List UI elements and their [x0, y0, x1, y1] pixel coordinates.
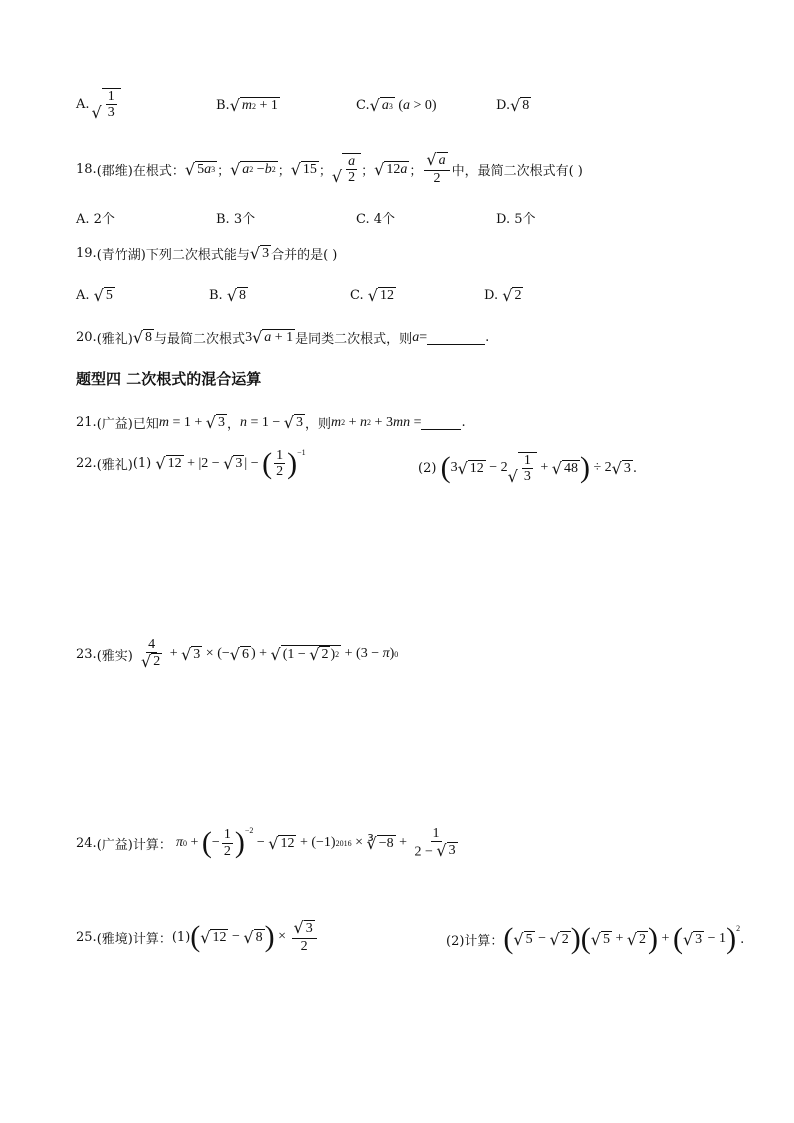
- sqrt-expression: √ a 2 − b 2: [230, 159, 276, 179]
- question-20: 20. (雅礼) √ 8 与最简二次根式 3 √ a + 1 是同类二次根式，则 a = .: [76, 328, 490, 347]
- question-18: 18. (郡维) 在根式： √ 5 a 3 ； √ a 2 − b 2 ； √ 15 ； √ $\frac{a}{2}$ ； √ 12 a ； √ a 2 中，最简二次根式有( ): [76, 150, 583, 187]
- section-heading: 题型四 二次根式的混合运算: [76, 370, 262, 388]
- sqrt-expression: √ a 3: [369, 96, 393, 115]
- question-22-part2: (2) ( 3 √ 12 − 2 √ $\frac{1}{3}$ + √ 48 ) ÷ 2 √ 3 .: [418, 451, 638, 486]
- q17-option-b: B. √ m 2 + 1: [216, 96, 278, 115]
- fraction: √ a 2: [424, 152, 449, 186]
- sqrt-expression: √ 15: [290, 159, 317, 179]
- answer-blank[interactable]: [427, 330, 485, 345]
- q17-option-d: D. √ 8: [496, 96, 530, 115]
- sqrt-expression: √ $\frac{a}{2}$: [332, 153, 361, 186]
- sqrt-expression: √ a + 1: [252, 328, 294, 347]
- q19-option-d: D. √ 2: [484, 286, 522, 305]
- sqrt-expression: √ 3: [249, 244, 270, 263]
- q18-option-c: C. 4个: [356, 212, 396, 227]
- question-25-part2: (2)计算： ( √ 5 − √ 2 ) ( √ 5 + √ 2 ) + ( √ 3 − 1 ) 2 .: [446, 922, 745, 955]
- question-25: 25. (雅境) 计算： (1) ( √ 12 − √ 8 ) × √ 3 2: [76, 920, 319, 954]
- question-text-suffix: 中，最简二次根式有( ): [451, 163, 583, 179]
- q19-option-b: B. √ 8: [209, 286, 247, 305]
- sqrt-expression: √ 5 a 3: [184, 159, 216, 179]
- question-source: (郡维): [96, 163, 133, 179]
- question-23: 23. (雅实) 4 √ 2 + √ 3 × (− √ 6 ) + √ (1 − √ 2 ) 2 + (3 − π ) 0: [76, 637, 399, 671]
- sqrt-expression: √ 12 a: [374, 159, 408, 179]
- question-text: 在根式：: [132, 163, 185, 179]
- question-number: 18.: [76, 161, 97, 177]
- question-19: 19. (青竹湖) 下列二次根式能与 √ 3 合并的是( ): [76, 244, 338, 263]
- question-24: 24. (广益) 计算： π 0 + ( − $\frac{1}{2}$ ) −2 − √ 12 + (−1) 2016 × ∛ −8 + 1 2 − √ 3: [76, 826, 456, 860]
- q18-option-a: A. 2个: [76, 212, 115, 227]
- question-21: 21. (广益) 已知 m = 1 + √ 3 ， n = 1 − √ 3 ，则 m 2 + n 2 + 3 mn = .: [76, 413, 466, 432]
- q19-option-a: A. √ 5: [76, 286, 113, 305]
- sqrt-expression: √ $\frac{1}{3}$: [92, 88, 121, 121]
- sqrt-expression: √ m 2 + 1: [229, 96, 278, 115]
- q17-option-a: [76, 88, 121, 121]
- q19-option-c: C. √ 12: [350, 286, 394, 305]
- q18-option-b: B. 3个: [216, 212, 256, 227]
- q18-option-d: D. 5个: [496, 212, 536, 227]
- answer-blank[interactable]: [421, 415, 461, 430]
- option-label: A.: [76, 96, 90, 112]
- q17-option-c: C. √ a 3 ( a > 0): [356, 96, 437, 115]
- sqrt-expression: √ 8: [132, 328, 153, 347]
- question-22: 22. (雅礼) (1) √ 12 + |2 − √ 3 | − ( $\frac{1}{2}$ ) −1: [76, 446, 306, 480]
- sqrt-expression: √ 8: [510, 96, 530, 115]
